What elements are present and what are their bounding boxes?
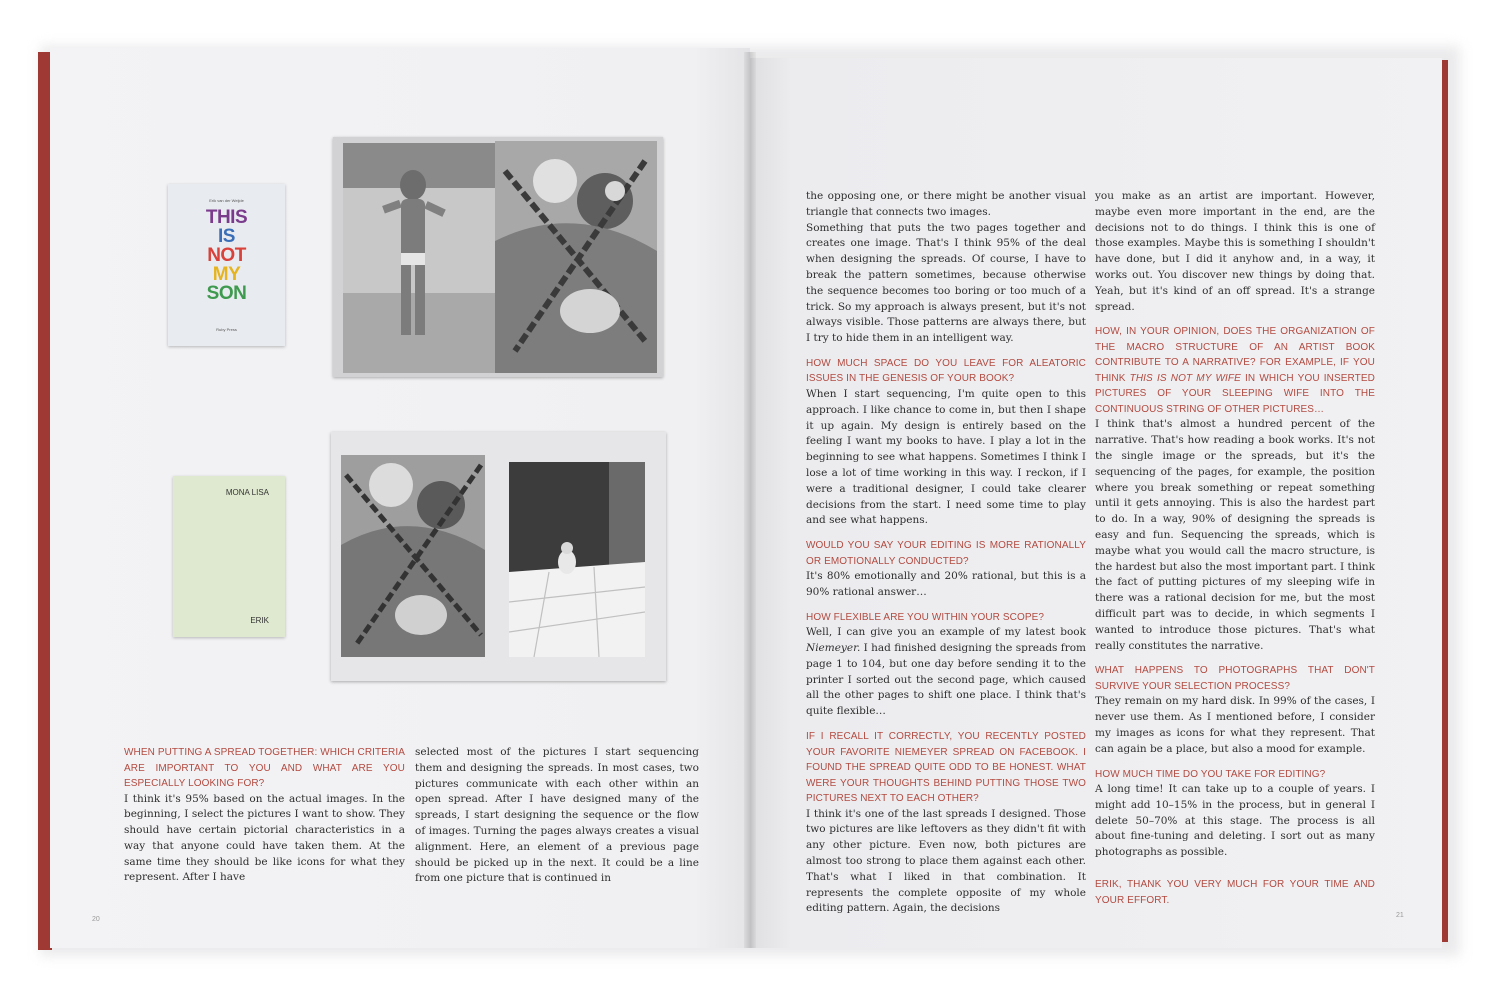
interview-answer: I think that's almost a hundred percent of the narrative. That's how reading a book works. It's not the single image or the spreads, but it's the sequencing of the pages, for example, the position where you break something or repeat something until it gets annoying. This is also the hardest part to do. In a way, 90% of designing the spreads is easy and fun. Sequencing the spreads, which is maybe what you would call the macro structure, is the hardest but also the most important part. I think the fact of putting pictures of my sleeping wife in there was a rational decision for me, but the most difficult part was to decide, in which segments I wanted to introduce those pictures. That's what really constitutes the narrative. [1095,418,1375,652]
interview-question: WOULD YOU SAY YOUR EDITING IS MORE RATIONALLY OR EMOTIONALLY CONDUCTED? [806,540,1086,567]
page-gutter [744,52,756,948]
cover-author: ERIK [250,616,269,625]
interview-answer: I think it's one of the last spreads I designed. Those two pictures are like leftovers as they didn't fit with any other picture. Even now, both pictures are almost too strong to place them against each other. That's what I liked in that combination. It represents the complete opposite of my whole editing pattern. Again, the decisions [806,807,1086,915]
open-book-photo-bottom [331,432,666,681]
interview-answer: selected most of the pictures I start sequencing them and designing the spreads. In most cases, two pictures communicate with each other within an open spread. After I have designed many of the spreads, I start designing the sequence or the flow of images. Turning the pages always creates a visual alignment. Here, an element of a previous page should be picked up in the next. It could be a line from one picture that is continued in [415,746,699,885]
interview-answer [806,625,1086,720]
interview-answer: Something that puts the two pages together and creates one image. That's I think 95% of the deal when designing the spreads. Of course, I have to break the pattern sometimes, because otherwise the sequence becomes too boring or too much of a trick. So my approach is always present, but it's not always visible. Those patterns are always there, but I try to hide them in an intelligent way. [806,221,1086,345]
photo-cat-in-doorway [509,462,645,657]
page-number-left: 20 [92,916,100,923]
interview-question: HOW MUCH TIME DO YOU TAKE FOR EDITING? [1095,768,1326,780]
cover-title-line: MY [212,264,241,285]
interview-question: IF I RECALL IT CORRECTLY, YOU RECENTLY POSTED YOUR FAVORITE NIEMEYER SPREAD ON FACEBOOK. I FOUND THE SPREAD QUITE ODD TO BE HONEST. WHAT WERE YOUR THOUGHTS BEHIND PUTTING THOSE TWO PICTURES NEXT TO EACH OTHER? [806,731,1086,805]
interview-question [1095,324,1375,417]
left-text-column-2 [415,745,699,887]
photo-superman-comic [341,455,485,657]
cover-title-line: THIS [205,207,248,228]
interview-question: HOW FLEXIBLE ARE YOU WITHIN YOUR SCOPE? [806,611,1045,623]
cover-title-line: SON [206,283,247,304]
cover-publisher: Ruby Press [216,327,237,332]
answer-text: Well, I can give you an example of my latest book [806,626,1086,639]
cover-this-is-not-my-son [168,184,285,346]
book-title-italic: THIS IS NOT MY WIFE [1129,372,1241,384]
page-number-right: 21 [1396,912,1404,919]
interview-answer: you make as an artist are important. However, maybe even more important in the end, are the decisions not to do things. I think this is one of those examples. Maybe this is something I shouldn't have done, but I did it anyhow and, in a way, it works out. You discover new things by doing that. Yeah, but it's kind of an off spread. It's a strange spread. [1095,190,1375,313]
interview-answer: the opposing one, or there might be another visual triangle that connects two images. [806,190,1086,218]
interview-answer: When I start sequencing, I'm quite open to this approach. I like chance to come in, but then I shape it up again. My design is entirely based on the feeling I want my books to have. I play a lot in the beginning to see what happens. Sometimes I think I lose a lot of time working in this way. I reckon, if I were a traditional designer, I could take clearer decisions from the start. I need some time to play and see what happens. [806,387,1086,527]
book-title-italic: Niemeyer. [806,642,861,655]
interview-answer: I think it's 95% based on the actual images. In the beginning, I select the pictures I want to show. They should have certain pictorial characteristics in a way that anyone could have taken them. At the same time they should be like icons for what they represent. After I have [124,792,405,884]
right-text-column-1 [806,189,1086,917]
interview-question: WHEN PUTTING A SPREAD TOGETHER: WHICH CRITERIA ARE IMPORTANT TO YOU AND WHAT ARE YOU ESPECIALLY LOOKING FOR? [124,747,405,789]
interview-question: WHAT HAPPENS TO PHOTOGRAPHS THAT DON'T SURVIVE YOUR SELECTION PROCESS? [1095,665,1375,692]
photo-boy-lying [343,143,495,373]
cover-title: MONA LISA [225,488,269,497]
cover-author: Erik van der Weijde [209,198,244,203]
question-text: HOW, IN YOUR OPINION, DOES THE ORGANIZATION OF THE MACRO STRUCTURE OF AN ARTIST BOOK CONTRIBUTE TO A NARRATIVE? FOR EXAMPLE, IF YOU THINK [1095,326,1375,384]
interview-answer: They remain on my hard disk. In 99% of the cases, I never use them. As I mentioned before, I consider my images as icons for what they represent. That can again be a place, but also a mood for example. [1095,695,1375,755]
cover-title-line: NOT [207,245,246,266]
interview-answer: It's 80% emotionally and 20% rational, but this is a 90% rational answer… [806,570,1086,598]
left-text-column-1 [124,745,405,886]
open-book-photo-top [333,137,663,377]
interview-question: ERIK, THANK YOU VERY MUCH FOR YOUR TIME AND YOUR EFFORT. [1095,879,1375,906]
question-text: IN WHICH YOU INSERTED PICTURES OF YOUR SLEEPING WIFE INTO THE CONTINUOUS STRING OF OTHER PICTURES… [1095,372,1375,415]
interview-answer: A long time! It can take up to a couple of years. I might add 10–15% in the process, but in general I delete 50–70% at this stage. The process is all about fine-tuning and deleting. I sort out as many photographs as possible. [1095,783,1375,859]
right-text-column-2 [1095,189,1375,908]
cover-mona-lisa [173,476,285,637]
answer-text: I had finished designing the spreads from page 1 to 104, but one day before sending it to the printer I sorted out the second page, which caused all the other pages to shift one place. I think that's quite flexible… [806,642,1086,718]
photo-superman-comic [495,141,657,373]
interview-question: HOW MUCH SPACE DO YOU LEAVE FOR ALEATORIC ISSUES IN THE GENESIS OF YOUR BOOK? [806,357,1086,385]
cover-title-line: IS [218,226,235,247]
